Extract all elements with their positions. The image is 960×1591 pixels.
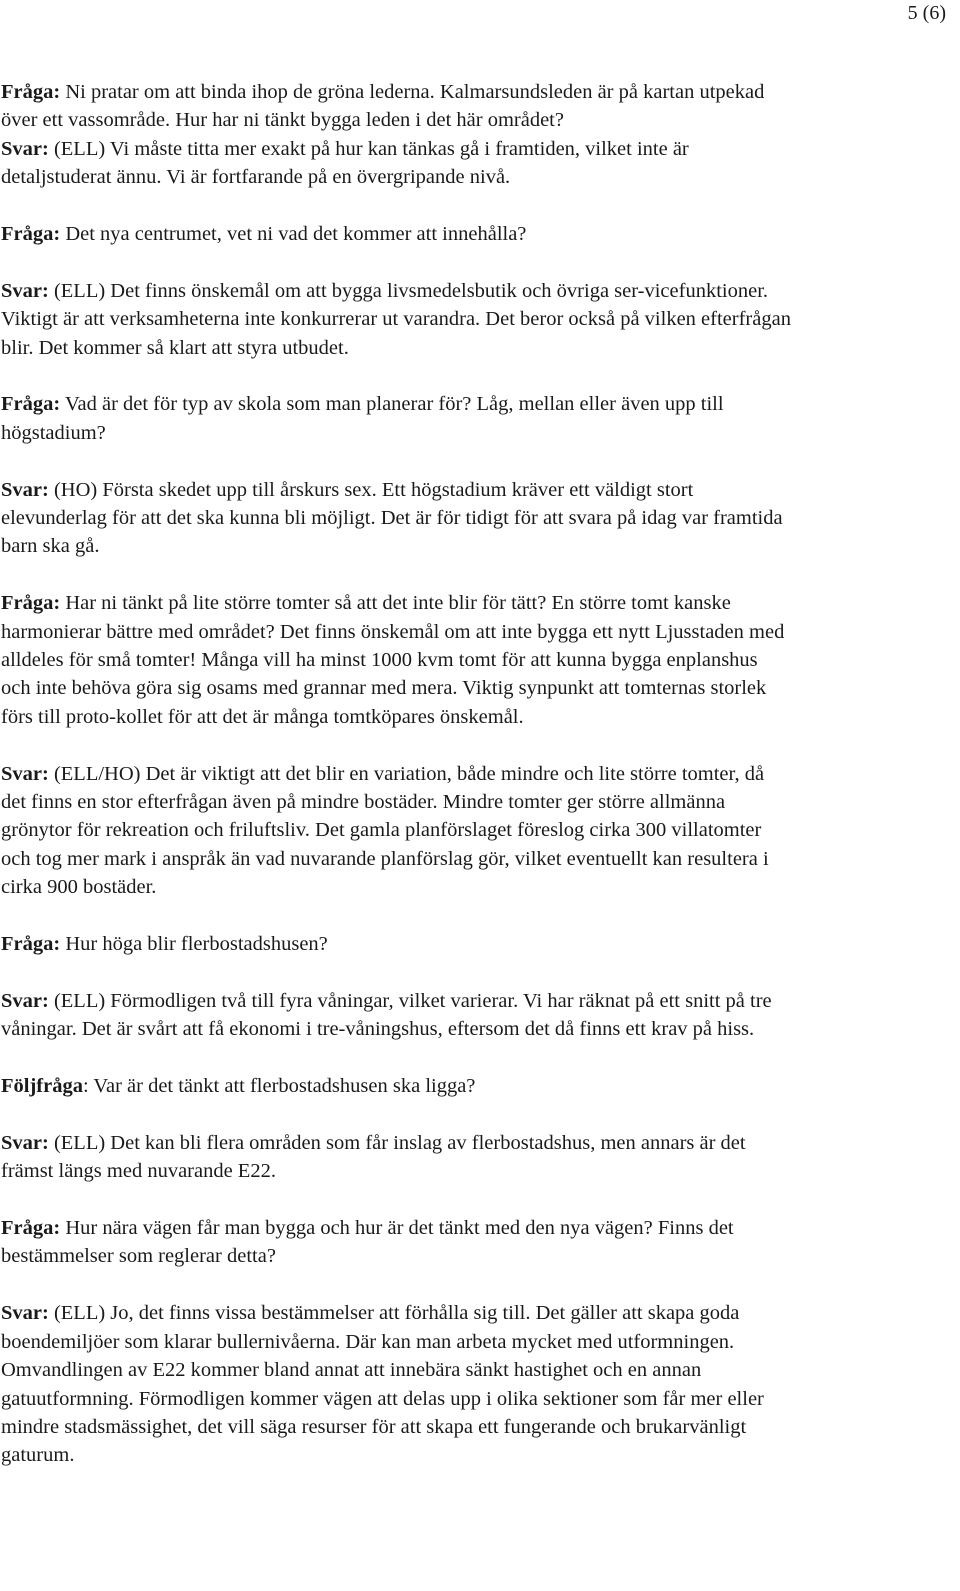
question-label: Fråga: xyxy=(1,592,61,615)
question-label: Fråga: xyxy=(1,81,61,103)
question-text: Vad är det för typ av skola som man planerar för? Låg, mellan eller även upp till högstadium? xyxy=(1,393,724,444)
answer-text: (ELL) Det finns önskemål om att bygga livsmedelsbutik och övriga ser-vicefunktioner. Viktigt är att verksamheterna inte konkurrerar ut varandra. Det beror också på vilken efterfrågan blir. Det kommer så klart att styra utbudet. xyxy=(1,279,791,359)
document-body xyxy=(1,78,791,1498)
answer-label: Svar: xyxy=(1,989,49,1012)
answer-label: Svar: xyxy=(1,1302,49,1325)
question-text: Hur nära vägen får man bygga och hur är det tänkt med den nya vägen? Finns det bestämmelser som reglerar detta? xyxy=(1,1217,734,1268)
question-paragraph xyxy=(1,589,791,731)
answer-text: (ELL) Jo, det finns vissa bestämmelser att förhålla sig till. Det gäller att skapa goda boendemiljöer som klarar bullernivåerna. Där kan man arbeta mycket med utformningen. Omvandlingen av E22 kommer bland annat att innebära sänkt hastighet och en annan gatuutformning. Förmodligen kommer vägen att delas upp i olika sektioner som får mer eller mindre stadsmässighet, det vill säga resurser för att skapa ett fungerande och brukarvänligt gaturum. xyxy=(1,1302,764,1467)
question-paragraph xyxy=(1,390,791,447)
answer-paragraph xyxy=(1,1299,791,1469)
question-label: Fråga: xyxy=(1,933,61,956)
answer-paragraph xyxy=(1,277,791,362)
question-label: Fråga: xyxy=(1,1217,61,1240)
followup-question-label: Följfråga xyxy=(1,1075,83,1098)
answer-label: Svar: xyxy=(1,1131,49,1154)
question-text: Har ni tänkt på lite större tomter så att det inte blir för tätt? En större tomt kanske harmonierar bättre med området? Det finns önskemål om att inte bygga ett nytt Ljusstaden med alldeles för små tomter! Många vill ha minst 1000 kvm tomt för att kunna bygga enplanshus och inte behöva göra sig osams med grannar med mera. Viktig synpunkt att tomternas storlek förs till proto-kollet för att det är många tomtköpares önskemål. xyxy=(1,592,785,728)
question-paragraph xyxy=(1,1214,791,1271)
question-label: Fråga: xyxy=(1,393,61,416)
question-text: Hur höga blir flerbostadshusen? xyxy=(60,933,328,956)
answer-text: (ELL) Det kan bli flera områden som får inslag av flerbostadshus, men annars är det främst längs med nuvarande E22. xyxy=(1,1131,746,1183)
answer-label: Svar: xyxy=(1,137,49,160)
question-text: Ni pratar om att binda ihop de gröna lederna. Kalmarsundsleden är på kartan utpekad över ett vassområde. Hur har ni tänkt bygga leden i det här området? xyxy=(1,81,765,132)
answer-text: (HO) Första skedet upp till årskurs sex. Ett högstadium kräver ett väldigt stort elevunderlag för att det ska kunna bli möjligt. Det är för tidigt för att svara på idag var framtida barn ska gå. xyxy=(1,478,783,558)
answer-label: Svar: xyxy=(1,478,49,501)
answer-label: Svar: xyxy=(1,762,49,785)
question-paragraph xyxy=(1,78,791,135)
question-text: Det nya centrumet, vet ni vad det kommer att innehålla? xyxy=(60,223,527,246)
question-text: : Var är det tänkt att flerbostadshusen ska ligga? xyxy=(82,1075,476,1098)
answer-text: (ELL) Förmodligen två till fyra våningar, vilket varierar. Vi har räknat på ett snitt på tre våningar. Det är svårt att få ekonomi i tre-våningshus, eftersom det då finns ett krav på hiss. xyxy=(1,989,772,1041)
answer-text: (ELL) Vi måste titta mer exakt på hur kan tänkas gå i framtiden, vilket inte är detaljstuderat ännu. Vi är fortfarande på en övergripande nivå. xyxy=(1,137,689,189)
answer-paragraph xyxy=(1,476,791,561)
answer-text: (ELL/HO) Det är viktigt att det blir en variation, både mindre och lite större tomter, då det finns en stor efterfrågan även på mindre bostäder. Mindre tomter ger större allmänna grönytor för rekreation och friluftsliv. Det gamla planförslaget föreslog cirka 300 villatomter och tog mer mark i anspråk än vad nuvarande planförslag gör, vilket eventuellt kan resultera i cirka 900 bostäder. xyxy=(1,762,769,899)
answer-paragraph xyxy=(1,135,791,192)
question-label: Fråga: xyxy=(1,223,61,246)
answer-paragraph xyxy=(1,1129,791,1186)
question-paragraph xyxy=(1,930,791,958)
question-paragraph xyxy=(1,220,791,248)
followup-question-paragraph xyxy=(1,1072,791,1100)
page-number: 5 (6) xyxy=(907,2,946,24)
answer-paragraph xyxy=(1,760,791,902)
answer-paragraph xyxy=(1,987,791,1044)
answer-label: Svar: xyxy=(1,279,49,302)
